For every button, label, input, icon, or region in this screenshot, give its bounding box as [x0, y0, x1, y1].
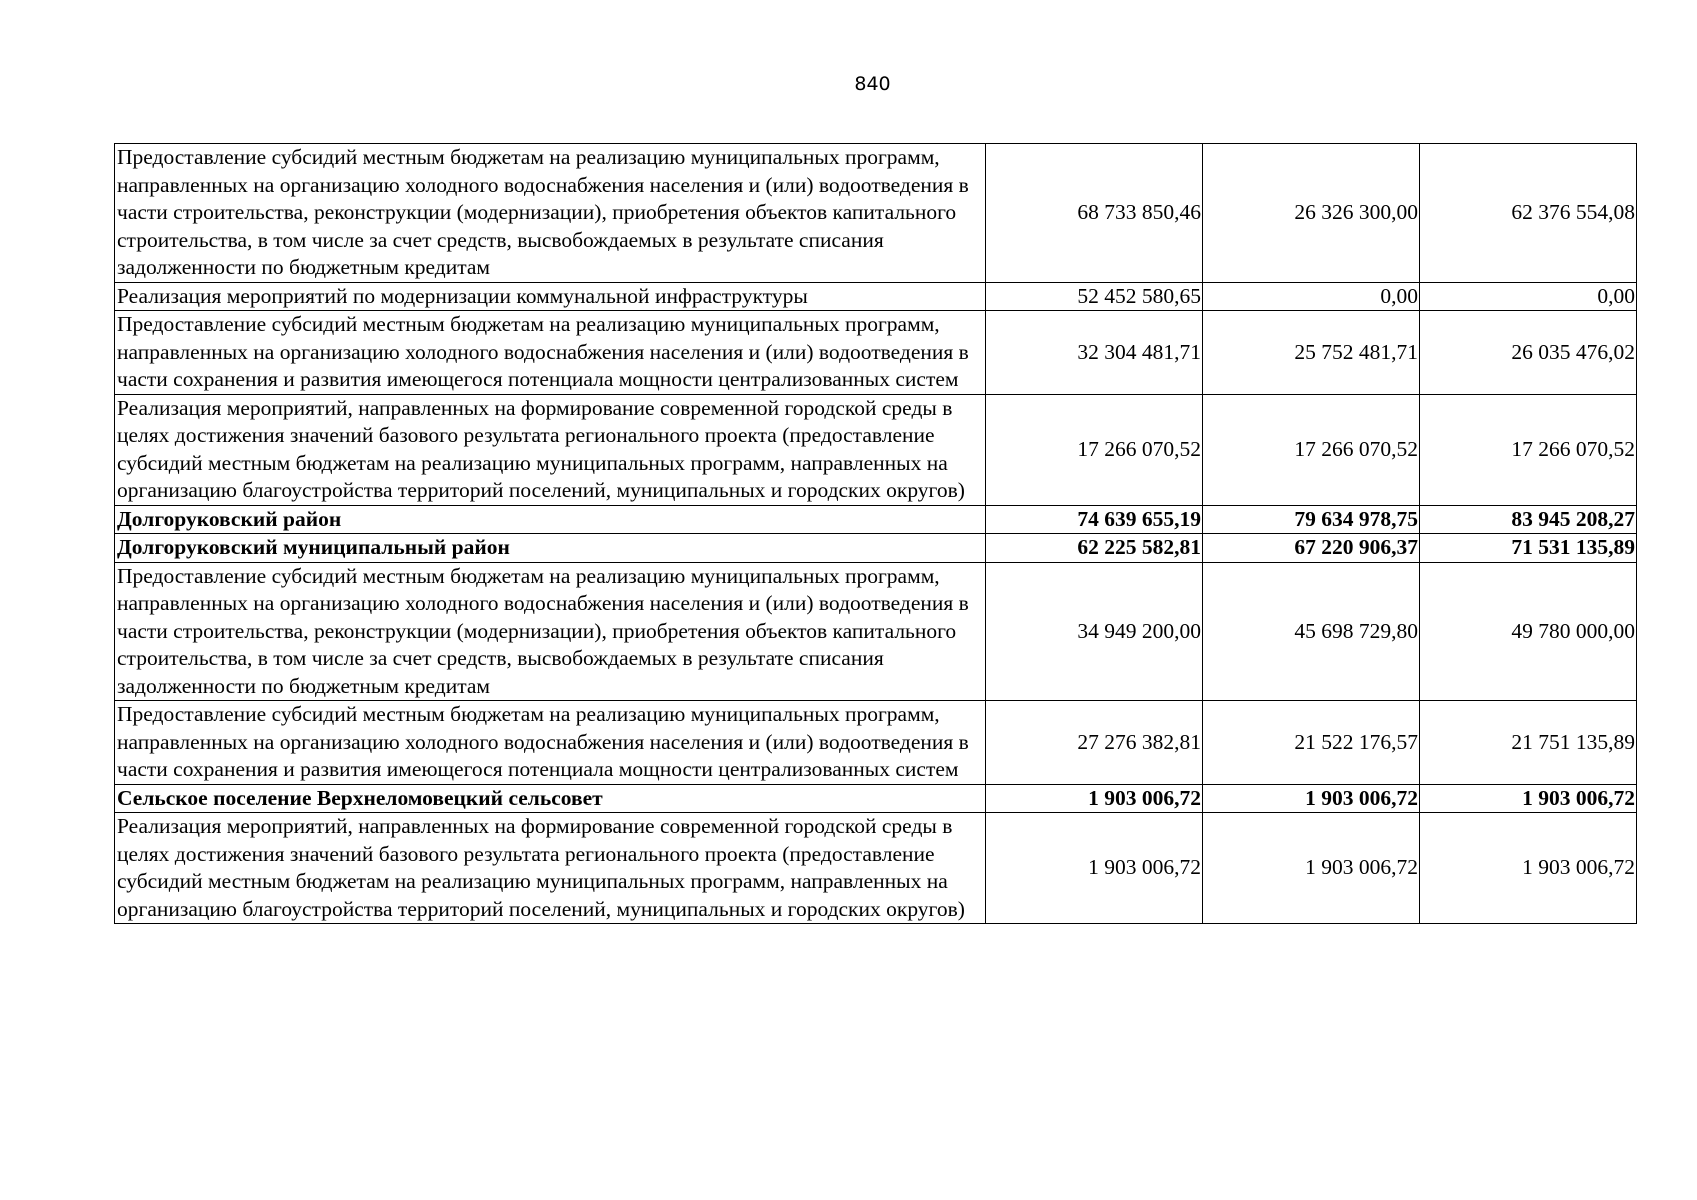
budget-table	[114, 143, 1637, 924]
value-year-1: 62 225 582,81	[986, 534, 1203, 563]
value-year-2: 17 266 070,52	[1203, 394, 1420, 505]
table-row	[115, 562, 1637, 701]
table-row	[115, 311, 1637, 395]
value-year-2: 1 903 006,72	[1203, 813, 1420, 924]
row-description: Предоставление субсидий местным бюджетам на реализацию муниципальных программ, направленных на организацию холодного водоснабжения населения и (или) водоотведения в части строительства, реконструкции (модернизации), приобретения объектов капитального строительства, в том числе за счет средств, высвобождаемых в результате списания задолженности по бюджетным кредитам	[115, 562, 986, 701]
value-year-1: 52 452 580,65	[986, 282, 1203, 311]
value-year-3: 62 376 554,08	[1420, 144, 1637, 283]
value-year-2: 45 698 729,80	[1203, 562, 1420, 701]
value-year-2: 25 752 481,71	[1203, 311, 1420, 395]
row-description: Сельское поселение Верхнеломовецкий сельсовет	[115, 784, 986, 813]
value-year-3: 49 780 000,00	[1420, 562, 1637, 701]
table-row	[115, 144, 1637, 283]
table-row	[115, 701, 1637, 785]
value-year-3: 0,00	[1420, 282, 1637, 311]
value-year-2: 67 220 906,37	[1203, 534, 1420, 563]
row-description: Долгоруковский район	[115, 505, 986, 534]
value-year-3: 1 903 006,72	[1420, 784, 1637, 813]
value-year-2: 79 634 978,75	[1203, 505, 1420, 534]
value-year-3: 17 266 070,52	[1420, 394, 1637, 505]
value-year-3: 1 903 006,72	[1420, 813, 1637, 924]
value-year-3: 83 945 208,27	[1420, 505, 1637, 534]
table-row	[115, 813, 1637, 924]
table-row-total	[115, 784, 1637, 813]
page-number: 840	[854, 73, 891, 95]
row-description: Реализация мероприятий по модернизации коммунальной инфраструктуры	[115, 282, 986, 311]
value-year-3: 71 531 135,89	[1420, 534, 1637, 563]
table-row	[115, 282, 1637, 311]
value-year-2: 1 903 006,72	[1203, 784, 1420, 813]
value-year-1: 32 304 481,71	[986, 311, 1203, 395]
value-year-1: 74 639 655,19	[986, 505, 1203, 534]
value-year-3: 26 035 476,02	[1420, 311, 1637, 395]
value-year-1: 1 903 006,72	[986, 813, 1203, 924]
table-row-total	[115, 505, 1637, 534]
value-year-1: 68 733 850,46	[986, 144, 1203, 283]
row-description: Реализация мероприятий, направленных на формирование современной городской среды в целях достижения значений базового результата регионального проекта (предоставление субсидий местным бюджетам на реализацию муниципальных программ, направленных на организацию благоустройства территорий поселений, муниципальных и городских округов)	[115, 394, 986, 505]
value-year-2: 26 326 300,00	[1203, 144, 1420, 283]
row-description: Долгоруковский муниципальный район	[115, 534, 986, 563]
value-year-1: 27 276 382,81	[986, 701, 1203, 785]
row-description: Предоставление субсидий местным бюджетам на реализацию муниципальных программ, направленных на организацию холодного водоснабжения населения и (или) водоотведения в части строительства, реконструкции (модернизации), приобретения объектов капитального строительства, в том числе за счет средств, высвобождаемых в результате списания задолженности по бюджетным кредитам	[115, 144, 986, 283]
value-year-3: 21 751 135,89	[1420, 701, 1637, 785]
table-row	[115, 394, 1637, 505]
row-description: Реализация мероприятий, направленных на формирование современной городской среды в целях достижения значений базового результата регионального проекта (предоставление субсидий местным бюджетам на реализацию муниципальных программ, направленных на организацию благоустройства территорий поселений, муниципальных и городских округов)	[115, 813, 986, 924]
value-year-2: 21 522 176,57	[1203, 701, 1420, 785]
value-year-1: 1 903 006,72	[986, 784, 1203, 813]
row-description: Предоставление субсидий местным бюджетам на реализацию муниципальных программ, направленных на организацию холодного водоснабжения населения и (или) водоотведения в части сохранения и развития имеющегося потенциала мощности централизованных систем	[115, 701, 986, 785]
table-row-total	[115, 534, 1637, 563]
value-year-1: 17 266 070,52	[986, 394, 1203, 505]
value-year-2: 0,00	[1203, 282, 1420, 311]
row-description: Предоставление субсидий местным бюджетам на реализацию муниципальных программ, направленных на организацию холодного водоснабжения населения и (или) водоотведения в части сохранения и развития имеющегося потенциала мощности централизованных систем	[115, 311, 986, 395]
value-year-1: 34 949 200,00	[986, 562, 1203, 701]
